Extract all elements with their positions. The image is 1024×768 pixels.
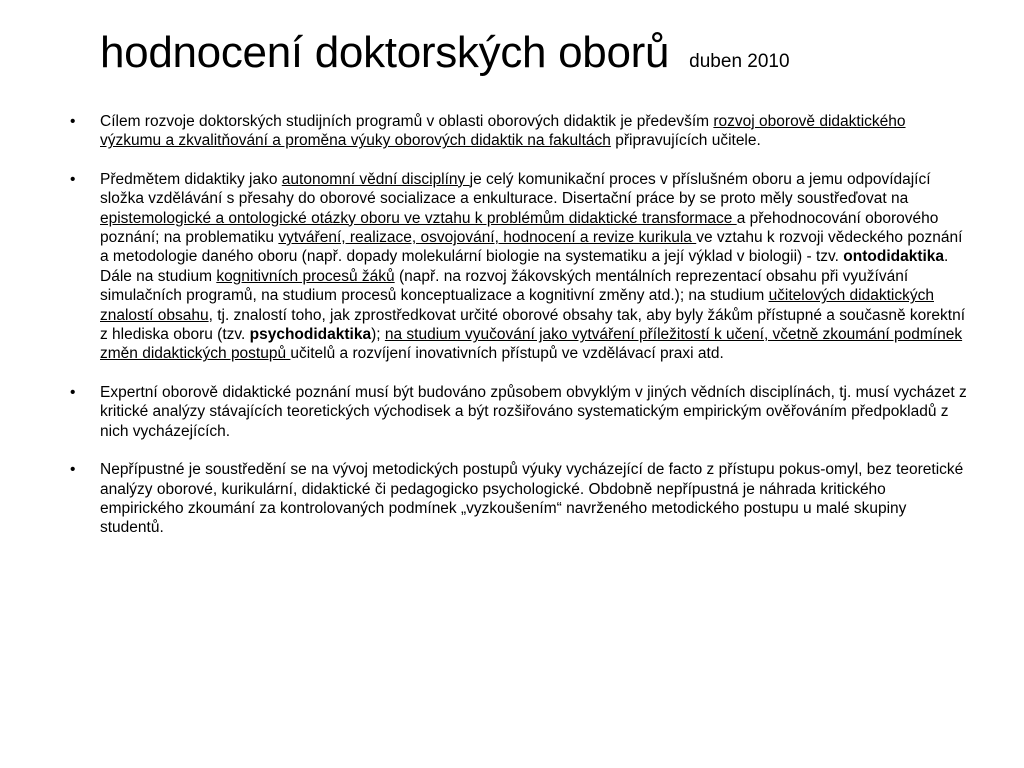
text-segment: Cílem rozvoje doktorských studijních programů v oblasti oborových didaktik je především xyxy=(100,113,714,130)
text-segment: Nepřípustné je soustředění se na vývoj metodických postupů výuky vycházející de facto z přístupu pokus-omyl, bez teoretické analýzy oborové, kurikulární, didaktické či pedagogicko psychologické. Obdobně nepřípustná je náhrada kritického empirického zkoumání za kontrolovaných podmínek „vyzkoušením“ navrženého metodického postupu u malé skupiny studentů. xyxy=(100,461,964,537)
text-segment-underlined: rozvoj oborově didaktického výzkumu a zkvalitňování a proměna výuky oborových didaktik na fakultách xyxy=(100,113,906,150)
text-segment-underlined: vytváření, realizace, osvojování, hodnocení a revize kurikula xyxy=(278,229,697,247)
text-segment: učitelů a rozvíjení inovativních přístupů ve vzdělávací praxi atd. xyxy=(290,345,724,363)
bullet-dot: • xyxy=(70,170,76,188)
title-date: duben 2010 xyxy=(689,51,790,72)
bullet-item xyxy=(70,112,970,151)
text-segment: je celý komunikační proces v příslušném oboru a jemu odpovídající složka vzdělávání s přesahy do oborové socializace a enkulturace. Disertační práce by se proto měly soustřeďovat na xyxy=(100,170,931,208)
text-segment: ); xyxy=(371,326,385,344)
bullet-text xyxy=(100,461,963,536)
bullet-item xyxy=(70,383,970,441)
bullet-text xyxy=(100,384,967,440)
text-segment-bold: psychodidaktika xyxy=(249,326,372,344)
bullet-item xyxy=(70,460,970,538)
bullet-text xyxy=(100,171,965,363)
bullet-text xyxy=(100,113,906,149)
text-segment: ve vztahu k rozvoji vědeckého poznání a metodologie daného oboru (např. dopady molekulární biologie na systematiku a její výklad v biologii) - tzv. xyxy=(100,229,963,266)
bullet-dot: • xyxy=(70,383,76,401)
text-segment-underlined: kognitivních procesů žáků xyxy=(216,267,395,285)
bullet-dot: • xyxy=(70,461,76,479)
text-segment-bold: ontodidaktika xyxy=(843,248,945,266)
title-main: hodnocení doktorských oborů xyxy=(100,28,670,77)
text-segment-underlined: autonomní vědní disciplíny xyxy=(281,170,470,188)
text-segment: . Dále na studium xyxy=(100,248,949,285)
bullet-list xyxy=(70,112,970,557)
text-segment: , tj. znalostí toho, jak zprostředkovat určité oborové obsahy tak, aby byly žákům přístupné a současně korektní z hlediska oboru (tzv. xyxy=(100,306,966,344)
text-segment: (např. na rozvoj žákovských mentálních reprezentací obsahu při využívání simulačních programů, na studium procesů konceptualizace a kognitivní změny atd.); na studium xyxy=(100,267,909,305)
slide-title xyxy=(100,28,790,78)
text-segment-underlined: učitelových didaktických znalostí obsahu xyxy=(100,287,934,324)
bullet-dot: • xyxy=(70,113,76,130)
text-segment-underlined: epistemologické a ontologické otázky oboru ve vztahu k problémům didaktické transformace xyxy=(100,209,737,227)
bullet-item xyxy=(70,170,970,364)
text-segment: připravujících učitele. xyxy=(610,132,761,150)
text-segment-underlined: na studium vyučování jako vytváření příležitostí k učení, včetně zkoumání podmínek změn didaktických postupů xyxy=(100,326,963,363)
text-segment: a přehodnocování oborového poznání; na problematiku xyxy=(100,209,939,247)
text-segment: Předmětem didaktiky jako xyxy=(100,170,282,188)
text-segment: Expertní oborově didaktické poznání musí být budováno způsobem obvyklým v jiných vědních disciplínách, tj. musí vycházet z kritické analýzy stávajících teoretických východisek a být rozšiřováno systematickým empirickým ověřováním předpokladů z nich vycházejících. xyxy=(100,383,967,440)
